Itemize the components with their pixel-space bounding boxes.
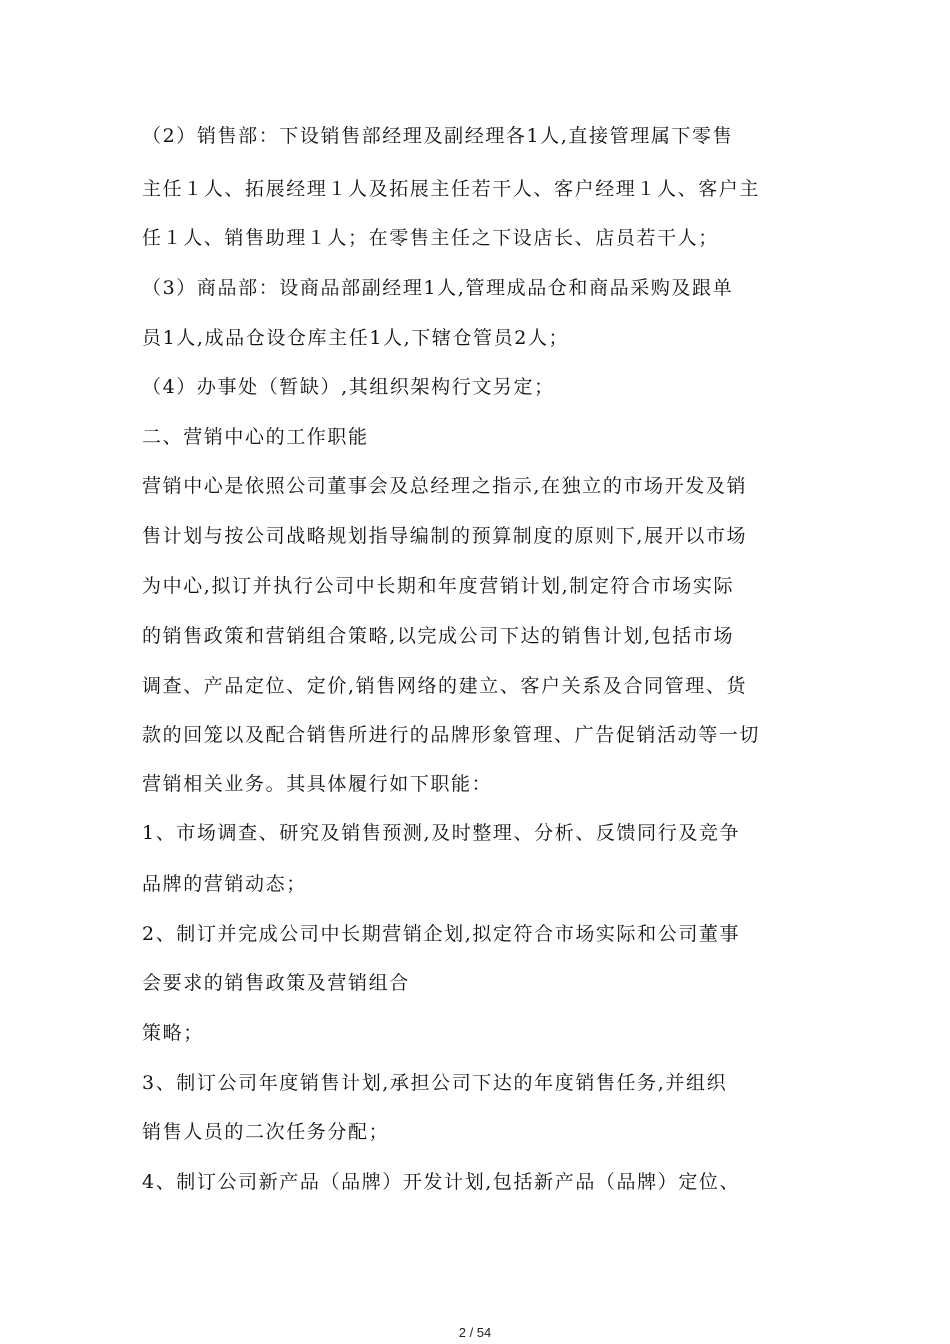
text-line: 的销售政策和营销组合策略,以完成公司下达的销售计划,包括市场 xyxy=(142,625,735,647)
text-line: 4、制订公司新产品（品牌）开发计划,包括新产品（品牌）定位、 xyxy=(142,1171,741,1193)
text-line: 品牌的营销动态； xyxy=(142,873,307,895)
text-line: （3）商品部：设商品部副经理1人,管理成品仓和商品采购及跟单 xyxy=(142,277,734,299)
text-line: 3、制订公司年度销售计划,承担公司下达的年度销售任务,并组织 xyxy=(142,1072,728,1094)
text-line: 为中心,拟订并执行公司中长期和年度营销计划,制定符合市场实际 xyxy=(142,575,735,597)
text-line: 2、制订并完成公司中长期营销企划,拟定符合市场实际和公司董事 xyxy=(142,923,741,945)
text-line: 营销中心是依照公司董事会及总经理之指示,在独立的市场开发及销 xyxy=(142,475,748,497)
text-line: 售计划与按公司战略规划指导编制的预算制度的原则下,展开以市场 xyxy=(142,525,748,547)
section-heading: 二、营销中心的工作职能 xyxy=(142,426,369,448)
page-number: 2 / 54 xyxy=(458,1325,492,1340)
text-line: 营销相关业务。其具体履行如下职能： xyxy=(142,773,493,795)
text-line: 员1人,成品仓设仓库主任1人,下辖仓管员2人； xyxy=(142,327,570,349)
text-line: 策略； xyxy=(142,1022,204,1044)
text-line: 会要求的销售政策及营销组合 xyxy=(142,972,410,994)
text-line: 主任１人、拓展经理１人及拓展主任若干人、客户经理１人、客户主 xyxy=(142,178,761,200)
text-line: 任１人、销售助理１人；在零售主任之下设店长、店员若干人； xyxy=(142,227,719,249)
text-line: 调查、产品定位、定价,销售网络的建立、客户关系及合同管理、货 xyxy=(142,675,748,697)
text-line: （2）销售部：下设销售部经理及副经理各1人,直接管理属下零售 xyxy=(142,125,734,147)
text-line: 款的回笼以及配合销售所进行的品牌形象管理、广告促销活动等一切 xyxy=(142,724,761,746)
text-line: （4）办事处（暂缺）,其组织架构行文另定； xyxy=(142,376,555,398)
text-line: 销售人员的二次任务分配； xyxy=(142,1121,390,1143)
text-line: 1、市场调查、研究及销售预测,及时整理、分析、反馈同行及竞争 xyxy=(142,822,741,844)
